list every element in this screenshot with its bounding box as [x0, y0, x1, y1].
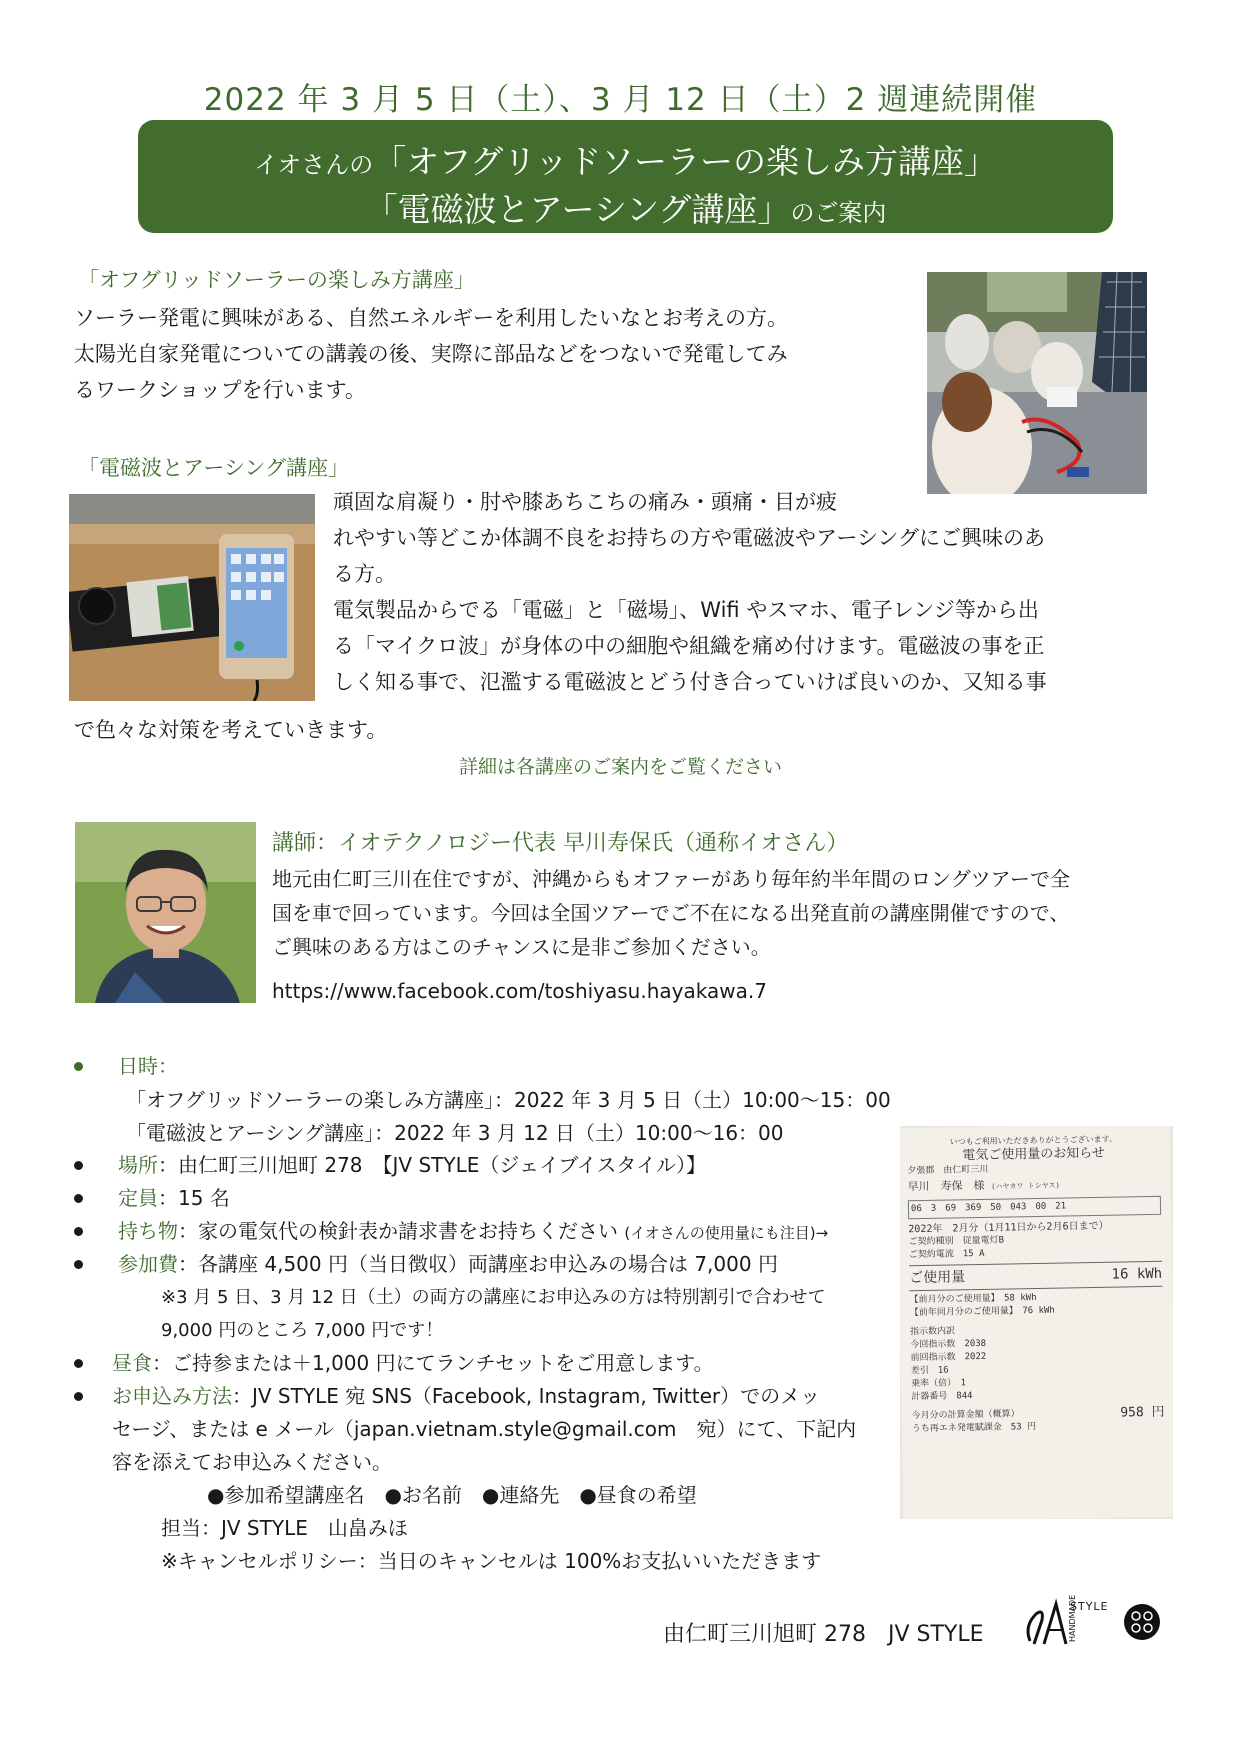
- electricity-bill-photo: [900, 1126, 1173, 1519]
- info-place: [74, 1149, 706, 1182]
- bullet-dot: [74, 1194, 83, 1203]
- info-bring: [74, 1215, 828, 1250]
- info-apply: [74, 1380, 820, 1413]
- receipt-meter-now: 今回指示数 2038: [910, 1338, 987, 1351]
- receipt-meter-diff: 差引 16: [910, 1365, 949, 1377]
- receipt-prev-month: 【前月分のご使用量】 58 kWh: [909, 1292, 1037, 1306]
- solar-course-description: [74, 300, 914, 408]
- receipt-kana: (ハヤカワ トシヤス): [991, 1181, 1060, 1191]
- bullet-dot: [74, 1260, 83, 1269]
- facebook-link[interactable]: https://www.facebook.com/toshiyasu.hayakawa.7: [272, 979, 767, 1003]
- info-capacity: [74, 1182, 230, 1215]
- place-value: ：由仁町三川旭町 278 【JV STYLE（ジェイブイスタイル）】: [158, 1153, 706, 1177]
- emf-course-title: 「電磁波とアーシング講座」: [78, 456, 350, 480]
- banner-title-emf: 「電磁波とアーシング講座」: [364, 190, 791, 229]
- title-banner: [138, 120, 1113, 233]
- receipt-amount-value: 958 円: [1120, 1404, 1165, 1421]
- contact-person: 担当：JV STYLE 山畠みほ: [161, 1516, 408, 1540]
- emf-line: る方。: [333, 562, 396, 586]
- banner-prefix: イオさんの: [254, 151, 374, 179]
- receipt-renew: うち再エネ発電賦課金 53 円: [911, 1422, 1037, 1435]
- fee-note-1: ※3 月 5 日、3 月 12 日（土）の両方の講座にお申込みの方は特別割引で合わせて: [161, 1287, 826, 1308]
- datetime-solar: 「オフグリッドソーラーの楽しみ方講座」：2022 年 3 月 5 日（土）10:00～15：00: [126, 1088, 891, 1112]
- solar-line: るワークショップを行います。: [74, 378, 366, 402]
- emf-line: れやすい等どこか体調不良をお持ちの方や電磁波やアーシングにご興味のあ: [333, 526, 1046, 550]
- emf-line: しく知る事で、氾濫する電磁波とどう付き合っていけば良いのか、又知る事: [333, 670, 1047, 694]
- cancel-policy: ※キャンセルポリシー：当日のキャンセルは 100%お支払いいただきます: [161, 1549, 822, 1573]
- bio-line: 地元由仁町三川在住ですが、沖縄からもオファーがあり毎年約半年間のロングツアーで全: [272, 867, 1070, 891]
- emf-line: る「マイクロ波」が身体の中の細胞や組織を痛め付けます。電磁波の事を正: [333, 634, 1045, 658]
- bullet-dot: [74, 1161, 83, 1170]
- solar-workshop-photo: [927, 272, 1147, 494]
- bullet-dot: [74, 1392, 83, 1401]
- banner-line-2: [138, 184, 1113, 231]
- place-label: 場所: [118, 1153, 158, 1177]
- receipt-meter-title: 指示数内訳: [910, 1326, 956, 1338]
- receipt-contract-type: ご契約種別 従量電灯B: [908, 1235, 1005, 1248]
- receipt-customer: [907, 1174, 1160, 1197]
- banner-line-1: [138, 136, 1113, 183]
- solar-line: 太陽光自家発電についての講義の後、実際に部品などをつないで発電してみ: [74, 342, 788, 366]
- instructor-title: 講師：イオテクノロジー代表 早川寿保氏（通称イオさん）: [272, 831, 849, 856]
- datetime-emf: 「電磁波とアーシング講座」：2022 年 3 月 12 日（土）10:00～16：00: [126, 1121, 784, 1145]
- apply-value-2: セージ、または e メール（japan.vietnam.style@gmail.com 宛）にて、下記内: [112, 1417, 857, 1441]
- info-datetime: [74, 1050, 178, 1083]
- receipt-meter-mult: 乗率（倍） 1: [910, 1378, 967, 1390]
- bio-line: ご興味のある方はこのチャンスに是非ご参加ください。: [272, 935, 771, 959]
- bring-label: 持ち物: [118, 1219, 178, 1243]
- capacity-label: 定員: [118, 1186, 158, 1210]
- apply-value-1: ：JV STYLE 宛 SNS（Facebook, Instagram, Twitter）でのメッ: [232, 1384, 821, 1408]
- logo-subtext: HANDMADE: [1068, 1594, 1077, 1642]
- emf-line-last: で色々な対策を考えていきます。: [74, 718, 388, 742]
- logo-text: STYLE: [1070, 1600, 1109, 1613]
- receipt-usage: [909, 1261, 1162, 1291]
- emf-course-description: [333, 484, 1153, 700]
- fee-value: ：各講座 4,500 円（当日徴収）両講座お申込みの場合は 7,000 円: [178, 1252, 778, 1276]
- emf-line: 電気製品からでる「電磁」と「磁場」、Wifi やスマホ、電子レンジ等から出: [333, 598, 1039, 622]
- fee-label: 参加費: [118, 1252, 178, 1276]
- solar-course-title: 「オフグリッドソーラーの楽しみ方講座」: [78, 268, 475, 292]
- bullet-dot: [74, 1227, 83, 1236]
- receipt-title: 電気ご使用量のお知らせ: [962, 1145, 1106, 1164]
- receipt-prev-year: 【前年同月分のご使用量】 76 kWh: [909, 1305, 1055, 1319]
- fee-note-2: 9,000 円のところ 7,000 円です！: [161, 1320, 444, 1341]
- apply-value-3: 容を添えてお申込みください。: [112, 1450, 392, 1474]
- apply-items: ●参加希望講座名 ●お名前 ●連絡先 ●昼食の希望: [207, 1483, 697, 1507]
- info-fee: [74, 1248, 778, 1281]
- receipt-usage-label: ご使用量: [909, 1269, 966, 1287]
- instructor-bio: [272, 862, 1172, 964]
- receipt-usage-value: 16 kWh: [1111, 1265, 1163, 1283]
- emf-meter-photo: [69, 494, 315, 701]
- bullet-dot: [74, 1062, 83, 1071]
- datetime-label: 日時：: [118, 1054, 178, 1078]
- emf-line: 頑固な肩凝り・肘や膝あちこちの痛み・頭痛・目が疲: [333, 490, 837, 514]
- apply-label: お申込み方法: [112, 1384, 232, 1408]
- receipt-header: いつもご利用いただきありがとうございます。: [949, 1134, 1118, 1147]
- banner-suffix: のご案内: [790, 199, 887, 227]
- receipt-contract-amp: ご契約電流 15 A: [908, 1248, 985, 1261]
- solar-line: ソーラー発電に興味がある、自然エネルギーを利用したいなとお考えの方。: [74, 306, 788, 330]
- details-note: 詳細は各講座のご案内をご覧ください: [458, 756, 782, 778]
- jv-style-logo: [1022, 1596, 1162, 1656]
- bullet-dot: [74, 1359, 83, 1368]
- bring-note: (イオさんの使用量にも注目)→: [624, 1224, 829, 1242]
- receipt-period: 2022年 2月分（1月11日から2月6日まで）: [908, 1220, 1109, 1236]
- info-lunch: [74, 1347, 714, 1380]
- event-dates-headline: 2022 年 3 月 5 日（土）、3 月 12 日（土）2 週連続開催: [203, 82, 1038, 118]
- lunch-value: ：ご持参または＋1,000 円にてランチセットをご用意します。: [152, 1351, 714, 1375]
- bio-line: 国を車で回っています。今回は全国ツアーでご不在になる出発直前の講座開催ですので、: [272, 901, 1070, 925]
- receipt-customer-no: 06 3 69 369 50 043 00 21: [908, 1196, 1161, 1219]
- banner-title-solar: 「オフグリッドソーラーの楽しみ方講座」: [373, 142, 997, 181]
- receipt-customer-name: 早川 寿保 様: [907, 1178, 985, 1194]
- receipt-amount-label: 今月分の計算金額（概算）: [911, 1409, 1020, 1422]
- instructor-photo: [75, 822, 256, 1003]
- lunch-label: 昼食: [112, 1351, 152, 1375]
- receipt-meter-prev: 前回指示数 2022: [910, 1351, 987, 1364]
- bring-value: ：家の電気代の検針表か請求書をお持ちください: [178, 1219, 618, 1243]
- receipt-meter-no: 計器番号 844: [911, 1391, 973, 1403]
- capacity-value: ：15 名: [158, 1186, 230, 1210]
- footer-address: 由仁町三川旭町 278 JV STYLE: [663, 1622, 984, 1647]
- receipt-district: 夕張郡 由仁町三川: [907, 1164, 989, 1177]
